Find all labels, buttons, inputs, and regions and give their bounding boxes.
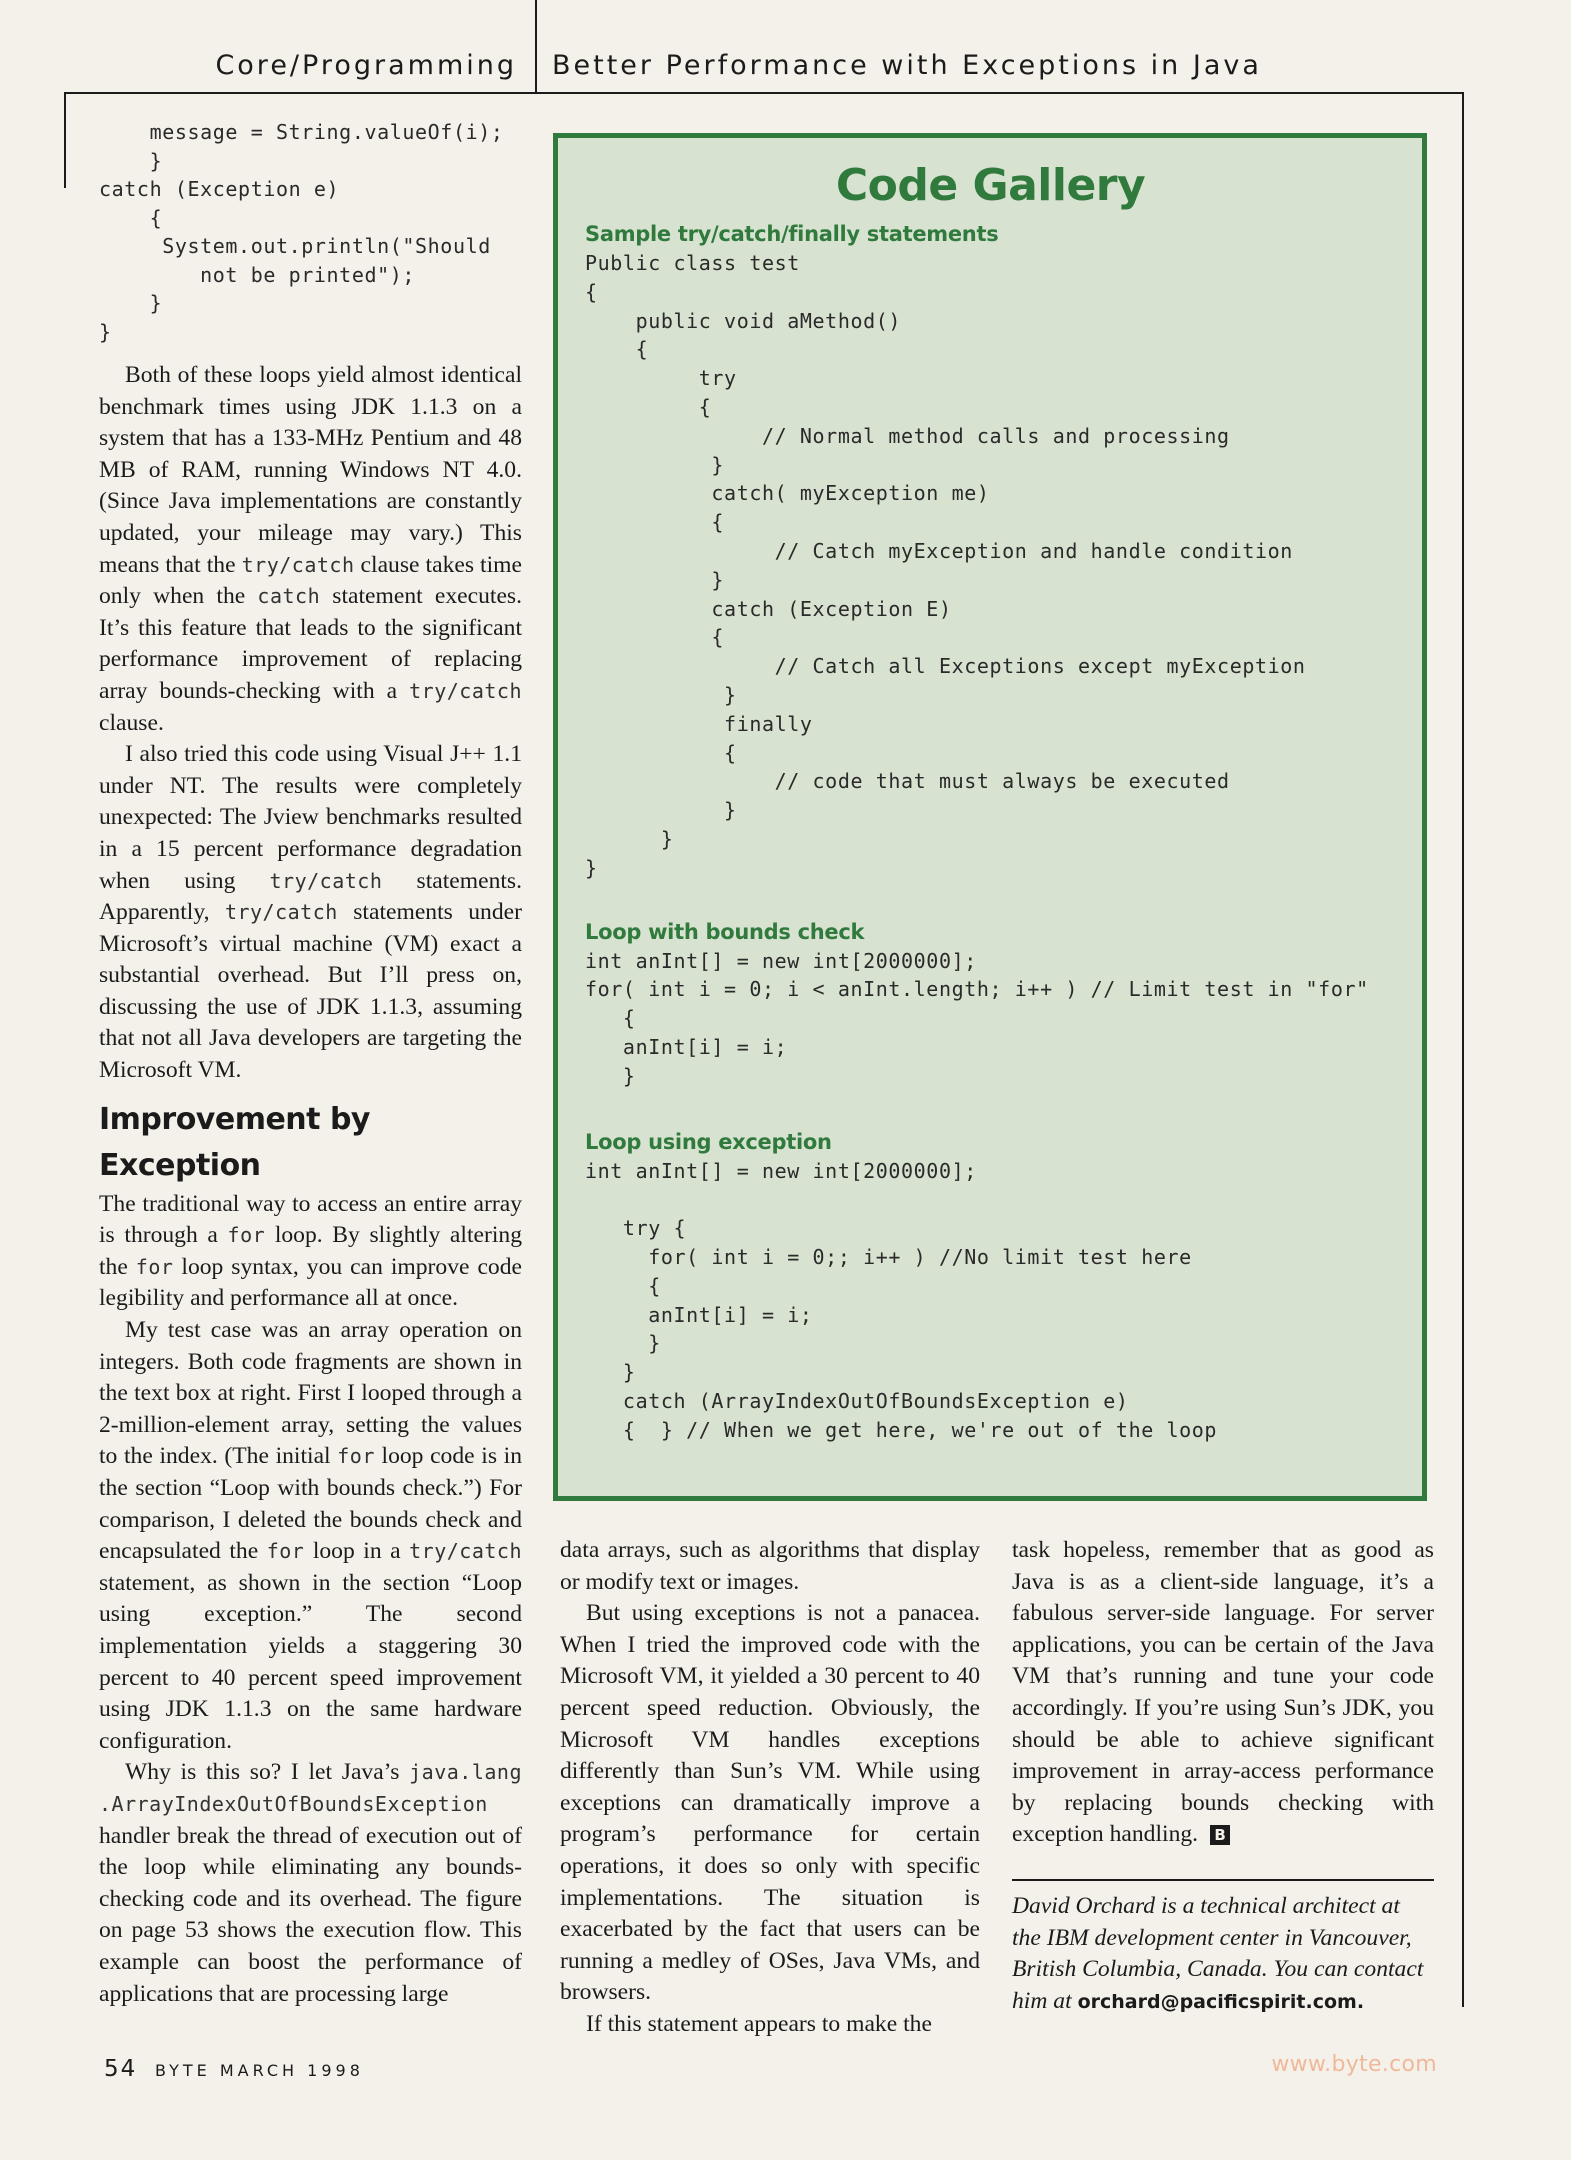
- frame-right-rule: [1462, 92, 1464, 2007]
- bio-divider: [1012, 1879, 1434, 1881]
- article-column-2: [560, 1535, 980, 2041]
- paragraph: The traditional way to access an entire array is through a for loop. By slightly altering the for loop syntax, you can improve code legibility and performance all at once.: [99, 1190, 522, 1312]
- paragraph: I also tried this code using Visual J++ 1.1 under NT. The results were completely unexpected: The Jview benchmarks resulted in a 15 percent performance degradation when using try/catch statements. Apparently, try/catch statements under Microsoft’s virtual machine (VM) exact a substantial overhead. But I’ll press on, discussing the use of JDK 1.1.3, assuming that not all Java developers are targeting the Microsoft VM.: [99, 741, 522, 1084]
- article-column-1: [99, 118, 522, 2010]
- closing-paragraph-text: task hopeless, remember that as good as Java is as a client-side language, it’s a fabulous server-side language. For server applications, you can be certain of the Java VM that’s running and tune your code accordingly. If you’re using Sun’s JDK, you should be able to achieve significant improvement in array-access performance by replacing bounds checking with exception handling.: [1012, 1537, 1434, 1848]
- author-bio: [1012, 1891, 1434, 2018]
- gallery-code-try-catch: Public class test { public void aMethod() { try { // Normal method calls and processing } catch( myException me) { // Catch myException and handle condition } catch (Exception E) { // Catch all Exceptions except myException } finally { // code that must always be executed } } }: [585, 251, 1306, 880]
- gallery-code-exception: int anInt[] = new int[2000000]; try { for( int i = 0;; i++ ) //No limit test here { anInt[i] = i; } } catch (ArrayIndexOutOfBoundsException e) { } // When we get here, we're out of the loop: [585, 1158, 1218, 1442]
- article-running-title: Better Performance with Exceptions in Java: [552, 50, 1262, 81]
- gallery-heading-try-catch: Sample try/catch/finally statements: [585, 222, 999, 246]
- gallery-heading-exception: Loop using exception: [585, 1129, 832, 1154]
- paragraph: Both of these loops yield almost identical benchmark times using JDK 1.1.3 on a system that has a 133-MHz Pentium and 48 MB of RAM, running Windows NT 4.0. (Since Java implementations are constantly updated, your mileage may vary.) This means that the try/catch clause takes time only when the catch statement executes. It’s this feature that leads to the significant performance improvement of replacing array bounds-checking with a try/catch clause.: [99, 362, 523, 736]
- frame-left-rule: [64, 92, 66, 188]
- code-gallery-title: Code Gallery: [835, 160, 1146, 211]
- header-rule: [64, 92, 1464, 94]
- paragraph: [1012, 1535, 1434, 1851]
- code-gallery-box: [553, 133, 1427, 1501]
- paragraph: If this statement appears to make the: [586, 2010, 932, 2037]
- subheading: Improvement by Exception: [99, 1101, 370, 1183]
- paragraph: My test case was an array operation on integers. Both code fragments are shown in the text box at right. First I looped through a 2-million-element array, setting the values to the index. (The initial for loop code is in the section “Loop with bounds check.”) For comparison, I deleted the bounds check and encapsulated the for loop in a try/catch statement, as shown in the section “Loop using exception.” The second implementation yields a staggering 30 percent to 40 percent speed improvement using JDK 1.1.3 on the same hardware configuration.: [99, 1317, 522, 1754]
- gallery-code-bounds-check: int anInt[] = new int[2000000]; for( int i = 0; i < anInt.length; i++ ) // Limit test in "for" { anInt[i] = i; }: [585, 948, 1369, 1088]
- page-footer: [104, 2056, 364, 2082]
- magazine-issue: BYTE MARCH 1998: [154, 2061, 364, 2080]
- end-mark-icon: B: [1210, 1825, 1230, 1845]
- paragraph: Why is this so? I let Java’s java.lang .ArrayIndexOutOfBoundsException handler break the thread of execution out of the loop while eliminating any bounds-checking code and its overhead. The figure on page 53 shows the execution flow. This example can boost the performance of applications that are processing large: [99, 1759, 522, 2007]
- paragraph: data arrays, such as algorithms that display or modify text or images.: [560, 1537, 980, 1595]
- code-snippet-top: message = String.valueOf(i); } catch (Exception e) { System.out.println("Should not be printed"); } }: [99, 120, 504, 344]
- bio-text: David Orchard is a technical architect at the IBM development center in Vancouver, British Columbia, Canada. You can contact him at: [1012, 1892, 1424, 2014]
- article-column-3: [1012, 1535, 1434, 2018]
- gallery-heading-bounds-check: Loop with bounds check: [585, 919, 865, 944]
- header-divider: [535, 0, 537, 92]
- paragraph: But using exceptions is not a panacea. When I tried the improved code with the Microsoft VM, it yielded a 30 percent to 40 percent speed reduction. Obviously, the Microsoft VM handles exceptions differently than Sun’s VM. While using exceptions can dramatically improve a program’s performance for certain operations, it does so only with specific implementations. The situation is exacerbated by the fact that users can be running a medley of OSes, Java VMs, and browsers.: [560, 1600, 980, 2006]
- author-email-link[interactable]: orchard@pacificspirit.com.: [1077, 1990, 1365, 2013]
- page-number: 54: [104, 2056, 138, 2082]
- section-label: Core/Programming: [215, 50, 517, 81]
- website-link[interactable]: www.byte.com: [1271, 2052, 1437, 2077]
